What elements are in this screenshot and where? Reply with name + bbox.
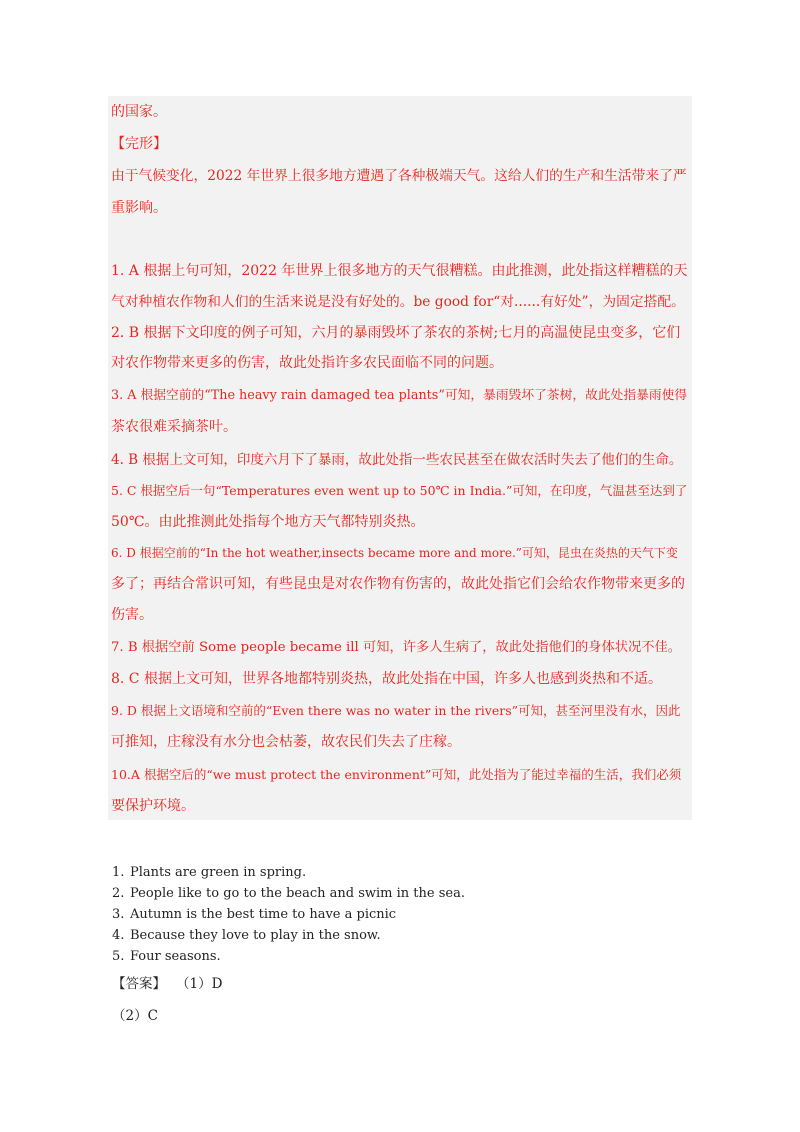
- explanation-line: 可推知，庄稼没有水分也会枯萎，故农民们失去了庄稼。: [111, 734, 461, 750]
- explanation-line: 9. D 根据上文语境和空前的“Even there was no water in the rivers”可知，甚至河里没有水，因此: [111, 703, 681, 718]
- list-item-number: 5.: [112, 949, 125, 964]
- list-item-text: Because they love to play in the snow.: [130, 928, 381, 943]
- list-item-text: Four seasons.: [130, 949, 221, 964]
- list-item: [112, 864, 306, 882]
- list-item-number: 4.: [112, 928, 125, 943]
- explanation-line: 4. B 根据上文可知，印度六月下了暴雨，故此处指一些农民甚至在做农活时失去了他们的生命。: [111, 452, 683, 468]
- explanation-line: 6. D 根据空前的“In the hot weather,insects became more and more.”可知，昆虫在炎热的天气下变: [111, 546, 678, 560]
- list-item-text: People like to go to the beach and swim in the sea.: [130, 886, 465, 901]
- explanation-line: 3. A 根据空前的“The heavy rain damaged tea plants”可知，暴雨毁坏了茶树，故此处指暴雨使得: [111, 388, 688, 403]
- list-item-number: 3.: [112, 907, 125, 922]
- list-item: [112, 948, 221, 966]
- list-item-number: 1.: [112, 865, 125, 880]
- answer-part-1: （1）D: [176, 976, 223, 992]
- explanation-line: 10.A 根据空后的“we must protect the environment”可知，此处指为了能过幸福的生活，我们必须: [111, 767, 682, 782]
- list-item-text: Plants are green in spring.: [130, 865, 307, 880]
- answer-label: 【答案】: [112, 976, 166, 992]
- explanation-line: 多了；再结合常识可知，有些昆虫是对农作物有伤害的，故此处指它们会给农作物带来更多的: [111, 576, 685, 592]
- list-item: [112, 885, 465, 903]
- list-item: [112, 927, 381, 945]
- explanation-line: 7. B 根据空前 Some people became ill 可知，许多人生病了，故此处指他们的身体状况不佳。: [111, 640, 681, 655]
- explanation-line: 由于气候变化，2022 年世界上很多地方遭遇了各种极端天气。这给人们的生产和生活带来了严: [111, 168, 687, 184]
- explanation-line: 茶农很难采摘茶叶。: [111, 419, 237, 435]
- section-heading: 【完形】: [111, 136, 167, 152]
- explanation-line: 1. A 根据上句可知，2022 年世界上很多地方的天气很糟糕。由此推测，此处指这样糟糕的天: [111, 263, 688, 279]
- explanation-line: 50℃。由此推测此处指每个地方天气都特别炎热。: [111, 514, 425, 530]
- answer-line: [112, 974, 222, 994]
- explanation-line: 伤害。: [111, 607, 153, 623]
- explanation-line: 8. C 根据上文可知，世界各地都特别炎热，故此处指在中国，许多人也感到炎热和不适。: [111, 671, 662, 687]
- explanation-line: 2. B 根据下文印度的例子可知，六月的暴雨毁坏了茶农的茶树;七月的高温使昆虫变多，它们: [111, 325, 681, 341]
- list-item: [112, 906, 396, 924]
- answer-part-2: （2）C: [112, 1008, 158, 1024]
- list-item-number: 2.: [112, 886, 125, 901]
- explanation-line: 5. C 根据空后一句“Temperatures even went up to 50℃ in India.”可知，在印度，气温甚至达到了: [111, 483, 688, 498]
- explanation-line: 的国家。: [111, 104, 167, 120]
- list-item-text: Autumn is the best time to have a picnic: [130, 907, 397, 922]
- explanation-line: 要保护环境。: [111, 798, 195, 814]
- explanation-line: 对农作物带来更多的伤害，故此处指许多农民面临不同的问题。: [111, 355, 503, 371]
- explanation-line: 重影响。: [111, 200, 167, 216]
- explanation-line: 气对种植农作物和人们的生活来说是没有好处的。be good for“对......有好处”，为固定搭配。: [111, 294, 685, 310]
